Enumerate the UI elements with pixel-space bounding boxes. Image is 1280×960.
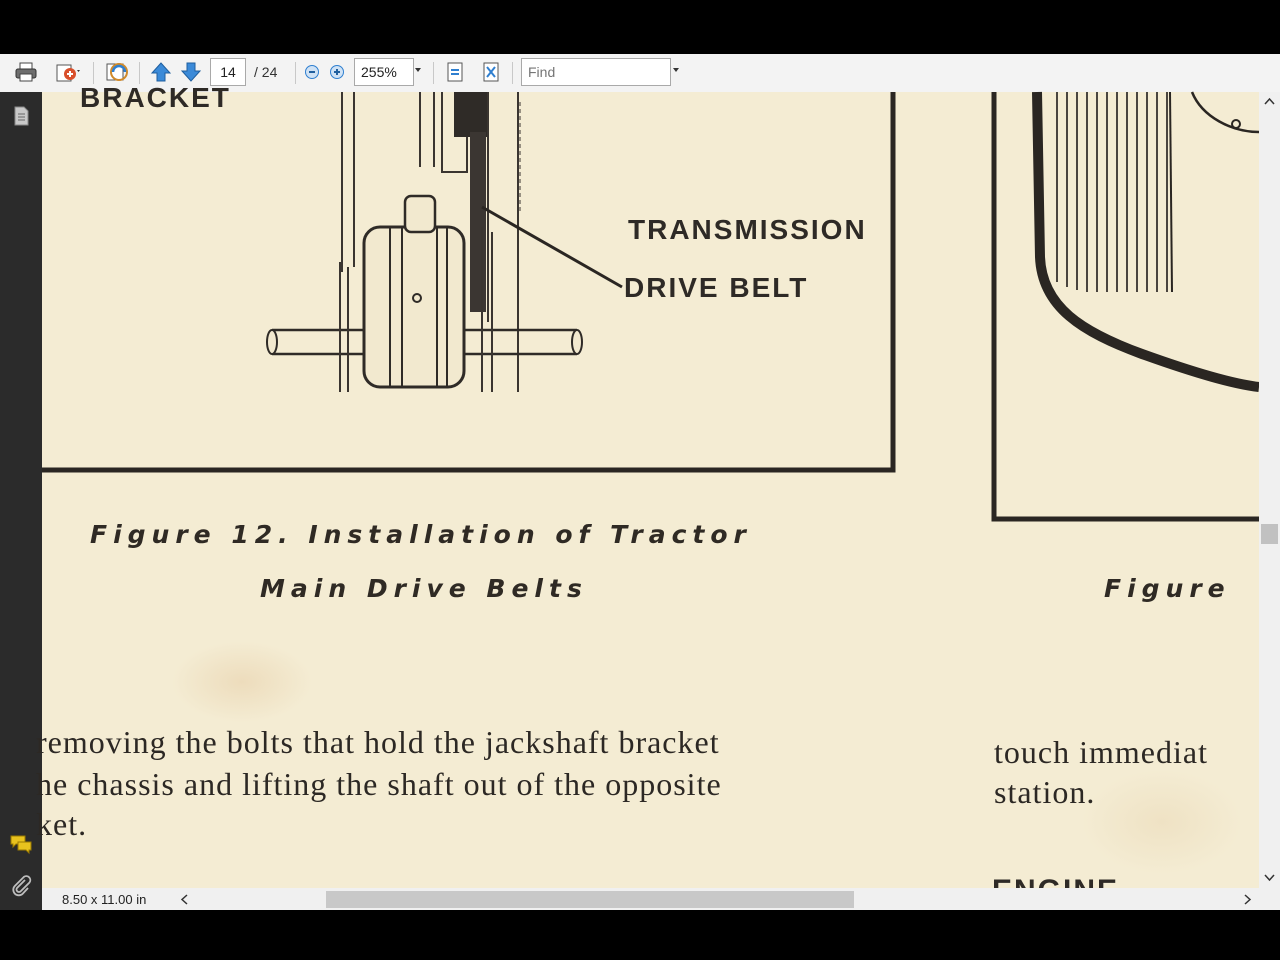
pages-icon[interactable] [9,104,33,128]
toolbar-separator [93,62,94,84]
toolbar-separator [295,62,296,84]
scroll-down-icon[interactable] [1264,874,1275,882]
zoom-dropdown-icon[interactable] [415,68,421,72]
document-viewport[interactable] [36,82,1259,888]
drive-belt-label: DRIVE BELT [624,272,809,303]
find-input[interactable] [521,58,671,86]
fit-width-icon[interactable] [479,59,503,85]
vertical-scrollbar[interactable] [1259,92,1280,888]
scroll-up-icon[interactable] [1264,97,1275,105]
figure-caption-right: Figure [1104,574,1231,603]
right-body-line-1: touch immediat [994,734,1208,770]
horizontal-scroll-thumb[interactable] [326,891,854,908]
zoom-out-icon[interactable] [302,59,322,85]
right-body-line-2: station. [994,774,1096,810]
toolbar-separator [512,62,513,84]
toolbar-separator [433,62,434,84]
find-dropdown-icon[interactable] [673,68,679,72]
body-line-2: he chassis and lifting the shaft out of the opposite [36,766,722,802]
scroll-right-icon[interactable] [1244,894,1252,905]
body-line-1: removing the bolts that hold the jackshaft bracket [36,724,720,760]
page-size-label: 8.50 x 11.00 in [62,892,147,907]
zoom-input[interactable]: 255% [354,58,414,86]
page-number-input[interactable]: 14 [210,58,246,86]
comments-icon[interactable] [9,832,33,856]
transmission-label: TRANSMISSION [628,214,867,245]
fit-page-icon[interactable] [443,59,467,85]
page-total: / 24 [254,64,278,80]
body-line-3: ket. [36,806,88,842]
scroll-left-icon[interactable] [180,894,188,905]
document-page [36,82,1259,888]
attachments-icon[interactable] [9,874,33,898]
figure-caption-line1: Figure 12. Installation of Tractor [90,520,752,549]
printer-icon[interactable] [12,59,40,85]
figure-caption-line2: Main Drive Belts [260,574,588,603]
status-bar [42,888,1280,910]
bracket-label: BRACKET [80,82,231,113]
zoom-in-icon[interactable] [327,59,347,85]
vertical-scroll-thumb[interactable] [1261,524,1278,544]
toolbar-separator [139,62,140,84]
